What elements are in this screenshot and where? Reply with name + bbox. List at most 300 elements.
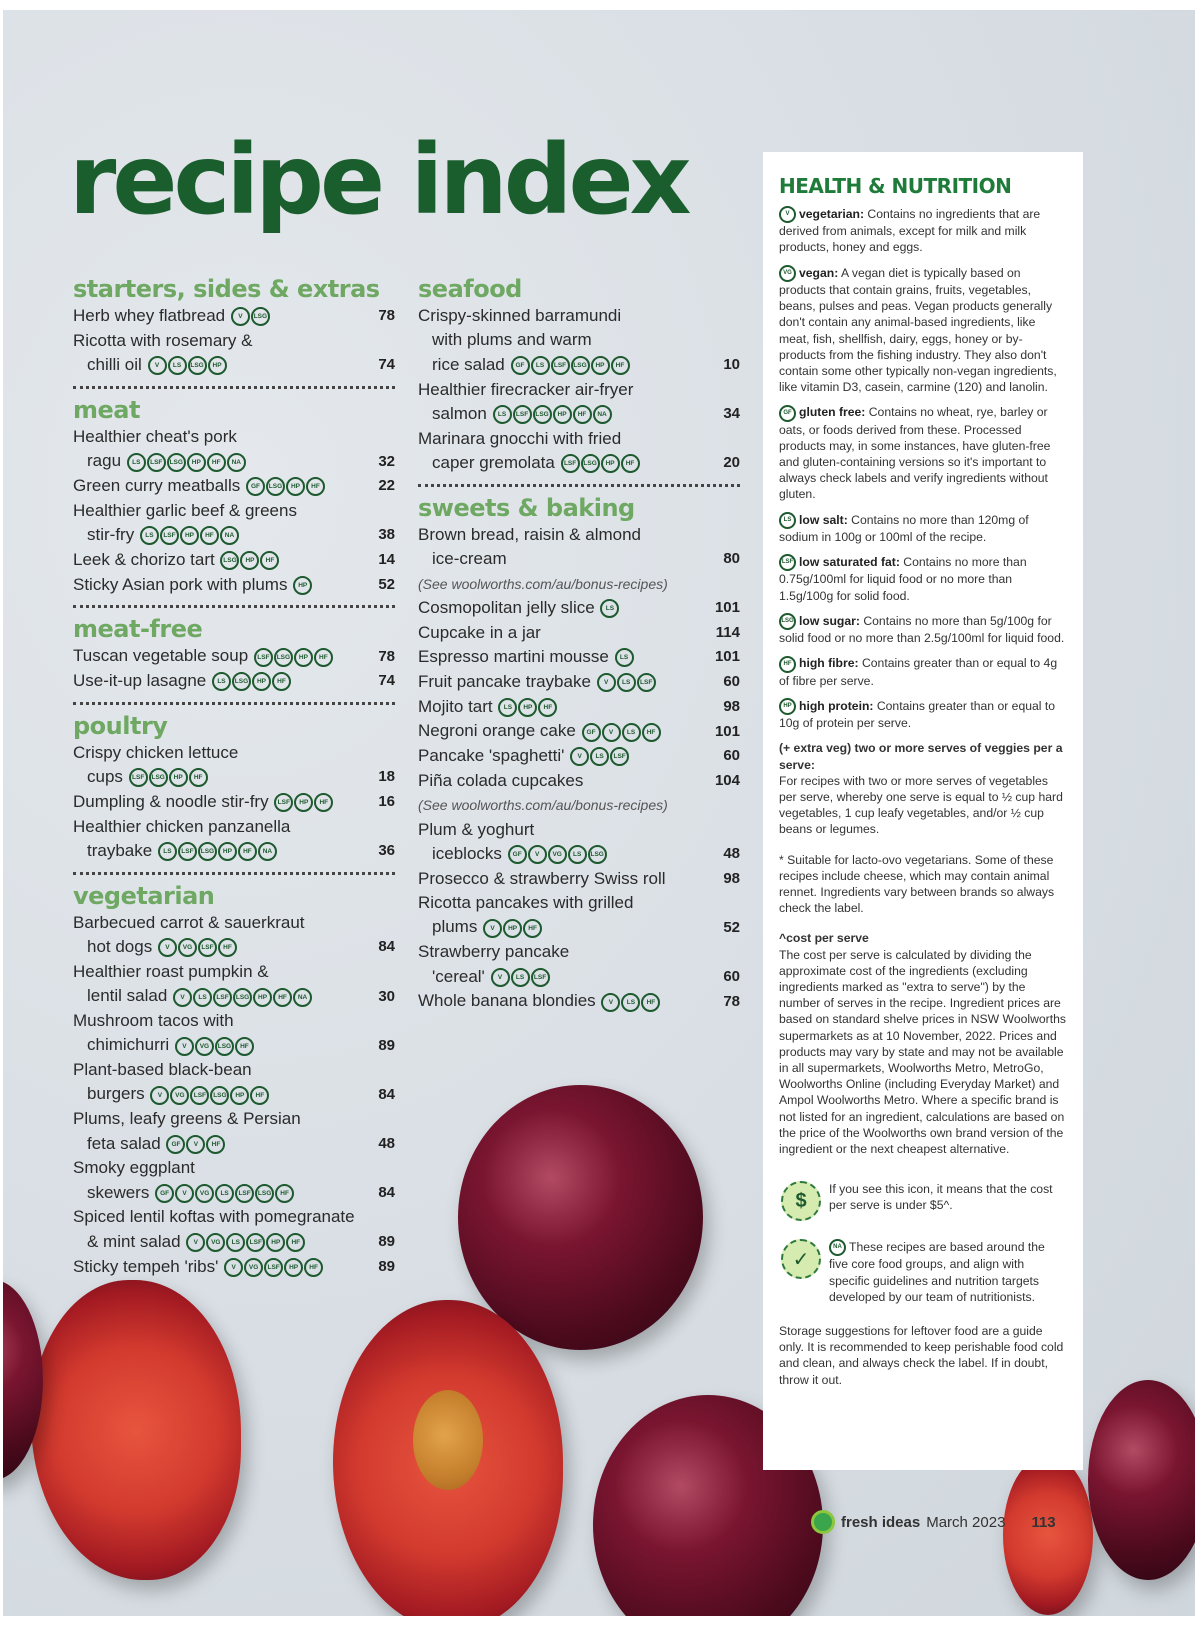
- recipe-entry[interactable]: [73, 815, 395, 864]
- page-number: 101: [714, 722, 740, 740]
- nutritionist-approved-icon: NA: [258, 842, 277, 861]
- recipe-name: Whole banana blondies: [418, 991, 596, 1011]
- recipe-name-cont: burgers: [87, 1084, 145, 1104]
- high-protein-icon: HP: [601, 454, 620, 473]
- page-number: 30: [378, 987, 395, 1005]
- vegan-icon: VG: [244, 1258, 263, 1277]
- recipe-name-cont: caper gremolata: [432, 453, 555, 473]
- recipe-name-cont: with plums and warm: [432, 330, 592, 350]
- low-sugar-icon: LSG: [274, 648, 293, 667]
- recipe-entry[interactable]: [418, 304, 740, 378]
- recipe-entry[interactable]: [418, 769, 740, 793]
- high-fibre-icon: HF: [304, 1258, 323, 1277]
- definition-vegan: [779, 265, 1067, 396]
- recipe-name: Strawberry pancake: [418, 942, 570, 962]
- page-number-footer: 113: [1031, 1513, 1056, 1531]
- low-sugar-icon: LSG: [571, 356, 590, 375]
- recipe-name-cont: salmon: [432, 403, 487, 423]
- page-number: 104: [714, 771, 740, 789]
- recipe-name: Fruit pancake traybake: [418, 671, 591, 691]
- high-protein-icon: HP: [240, 551, 259, 570]
- diet-badges: [126, 450, 246, 474]
- recipe-name: Barbecued carrot & sauerkraut: [73, 912, 305, 932]
- section-heading: seafood: [418, 275, 522, 303]
- high-fibre-icon: HF: [250, 1086, 269, 1105]
- vegan-icon: VG: [170, 1086, 189, 1105]
- definition-text: Contains greater than or equal to 10g of protein per serve.: [779, 698, 1056, 731]
- recipe-entry[interactable]: [73, 1156, 395, 1205]
- storage-note: Storage suggestions for leftover food are a guide only. It is recommended to keep perishable food cold and clean, and always check the label. If in doubt, throw it out.: [779, 1324, 1064, 1387]
- recipe-entry[interactable]: [73, 741, 395, 790]
- diet-badges: [596, 670, 656, 694]
- page-number: 78: [723, 992, 740, 1010]
- recipe-name: Espresso martini mousse: [418, 647, 609, 667]
- recipe-entry[interactable]: [73, 790, 395, 815]
- vegetarian-icon: V: [150, 1086, 169, 1105]
- definition-term: gluten free:: [799, 405, 866, 420]
- vegetarian-icon: V: [602, 723, 621, 742]
- low-salt-icon: LS: [590, 747, 609, 766]
- section-seafood: [418, 274, 740, 476]
- recipe-entry[interactable]: [418, 818, 740, 867]
- high-fibre-icon: HF: [260, 551, 279, 570]
- diet-badges: [599, 596, 619, 620]
- recipe-name: Mojito tart: [418, 696, 493, 716]
- recipe-entry[interactable]: [418, 867, 740, 891]
- recipe-entry[interactable]: [73, 573, 395, 598]
- low-sugar-icon: LSG: [149, 768, 168, 787]
- high-fibre-icon: HF: [573, 405, 592, 424]
- panel-heading: HEALTH & NUTRITION: [779, 174, 1012, 198]
- page-number: 16: [378, 793, 395, 811]
- high-protein-icon: HP: [218, 842, 237, 861]
- recipe-name-cont: feta salad: [87, 1133, 161, 1153]
- low-salt-icon: LS: [493, 405, 512, 424]
- page-number: 84: [378, 1184, 395, 1201]
- recipe-entry[interactable]: [418, 989, 740, 1014]
- high-protein-icon: HP: [518, 698, 537, 717]
- health-nutrition-panel: [763, 152, 1083, 1470]
- nutritionist-approved-icon: NA: [829, 1239, 846, 1256]
- diet-badges: [581, 720, 661, 744]
- vegan-icon: VG: [548, 845, 567, 864]
- high-fibre-icon: HF: [314, 648, 333, 667]
- dotted-divider: [73, 386, 395, 389]
- low-saturated-fat-icon: LSF: [235, 1184, 254, 1203]
- magazine-page: [3, 10, 1195, 1616]
- low-saturated-fat-icon: LSF: [190, 1086, 209, 1105]
- recipe-name: Healthier roast pumpkin &: [73, 961, 269, 981]
- recipe-name: Healthier cheat's pork: [73, 426, 237, 446]
- page-number: 89: [378, 1036, 395, 1054]
- recipe-name: Healthier firecracker air-fryer: [418, 379, 634, 399]
- high-protein-icon: HP: [293, 576, 312, 595]
- low-salt-icon: LS: [226, 1233, 245, 1252]
- recipe-name-cont: skewers: [87, 1182, 150, 1202]
- page-number: 84: [378, 938, 395, 956]
- high-fibre-icon: HF: [523, 919, 542, 938]
- high-protein-icon: HP: [779, 698, 796, 715]
- diet-badges: [219, 548, 279, 572]
- recipe-name-cont: ice-cream: [432, 549, 507, 569]
- low-saturated-fat-icon: LSF: [779, 554, 796, 571]
- diet-badges: [147, 353, 227, 377]
- cost-text: The cost per serve is calculated by dividing the approximate cost of the ingredients (excluding ingredients marked as "extra to serve") by the number of serves in the recipe. Ingredient prices are based on standard shelve prices in NSW Woolworths supermarkets as at 10 November, 2022. Prices and products may vary by state and may not be available in all supermarkets, Woolworths Metro, MetroGo, Woolworths Online (including Everyday Market) and Ampol Woolworths Metro. Where a specific brand is not listed for an ingredient, calculations are based on the price of the Woolworths own brand version of the ingredient or the next cheapest alternative.: [779, 947, 1066, 1156]
- diet-badges: [497, 695, 557, 719]
- page-number: 84: [378, 1085, 395, 1103]
- recipe-name: Ricotta pancakes with grilled: [418, 893, 634, 913]
- page-number: 48: [723, 845, 740, 863]
- high-fibre-icon: HF: [779, 656, 796, 673]
- cost-heading: ^cost per serve: [779, 931, 869, 946]
- page-number: 52: [378, 575, 395, 593]
- plum-image-center: [458, 1085, 703, 1350]
- recipe-entry[interactable]: [418, 719, 740, 744]
- page-number: 34: [723, 405, 740, 423]
- low-salt-icon: LS: [531, 356, 550, 375]
- recipe-name-cont: lentil salad: [87, 986, 168, 1006]
- diet-badges: [172, 985, 312, 1009]
- recipe-name-cont: rice salad: [432, 354, 505, 374]
- recipe-name: Tuscan vegetable soup: [73, 646, 249, 666]
- low-sugar-icon: LSG: [232, 672, 251, 691]
- nutrition-text: These recipes are based around the five core food groups, and align with specific guidelines and nutrition targets developed by our team of nutritionists.: [829, 1240, 1045, 1304]
- definition-gluten-free: [779, 404, 1067, 502]
- recipe-name: Green curry meatballs: [73, 475, 241, 495]
- definition-term: low salt:: [799, 512, 848, 527]
- low-saturated-fat-icon: LSF: [254, 648, 273, 667]
- section-poultry: [73, 711, 395, 864]
- page-footer: [811, 1510, 1056, 1534]
- low-sugar-icon: LSG: [779, 613, 796, 630]
- high-fibre-icon: HF: [621, 454, 640, 473]
- recipe-entry[interactable]: [418, 891, 740, 940]
- recipe-name-cont: iceblocks: [432, 843, 502, 863]
- recipe-entry[interactable]: [73, 474, 395, 499]
- vegan-icon: VG: [206, 1233, 225, 1252]
- recipe-name: Healthier garlic beef & greens: [73, 500, 297, 520]
- gluten-free-icon: GF: [779, 405, 796, 422]
- page-number: 101: [714, 599, 740, 617]
- diet-badges: [157, 839, 277, 863]
- low-sugar-icon: LSG: [251, 307, 270, 326]
- low-saturated-fat-icon: LSF: [129, 768, 148, 787]
- recipe-entry[interactable]: [73, 1107, 395, 1156]
- low-sugar-icon: LSG: [581, 454, 600, 473]
- section-sweets: [418, 493, 740, 1014]
- high-protein-icon: HP: [591, 356, 610, 375]
- definition-text: Contains greater than or equal to 4g of fibre per serve.: [779, 656, 1058, 688]
- dotted-divider: [73, 605, 395, 608]
- recipe-name-cont: plums: [432, 917, 478, 937]
- high-fibre-icon: HF: [207, 453, 226, 472]
- diet-badges: [492, 402, 612, 426]
- section-heading: vegetarian: [73, 881, 215, 910]
- recipe-entry[interactable]: [73, 304, 395, 329]
- vegetarian-icon: V: [186, 1135, 205, 1154]
- recipe-entry[interactable]: [73, 669, 395, 694]
- high-fibre-icon: HF: [275, 1184, 294, 1203]
- gluten-free-icon: GF: [166, 1135, 185, 1154]
- diet-badges: [600, 990, 660, 1014]
- diet-badges: [154, 1181, 294, 1205]
- definition-vegetarian: [779, 206, 1067, 256]
- recipe-name: Cosmopolitan jelly slice: [418, 598, 595, 617]
- low-sugar-icon: LSG: [533, 405, 552, 424]
- page-number: 52: [723, 918, 740, 936]
- recipe-name: Dumpling & noodle stir-fry: [73, 791, 269, 811]
- section-starters: [73, 274, 395, 378]
- high-fibre-icon: HF: [286, 1233, 305, 1252]
- diet-badges: [128, 765, 208, 789]
- low-saturated-fat-icon: LSF: [531, 968, 550, 987]
- high-protein-icon: HP: [230, 1086, 249, 1105]
- gluten-free-icon: GF: [582, 723, 601, 742]
- diet-badges: [223, 1255, 323, 1279]
- recipe-entry[interactable]: [418, 427, 740, 476]
- index-column-middle: [418, 272, 740, 1014]
- vegetarian-icon: V: [570, 747, 589, 766]
- low-saturated-fat-icon: LSF: [264, 1258, 283, 1277]
- plum-half-left: [31, 1280, 241, 1580]
- bonus-recipes-link[interactable]: (See woolworths.com/au/bonus-recipes): [418, 575, 668, 592]
- issue-date: March 2023: [926, 1513, 1006, 1531]
- diet-badges: [149, 1083, 269, 1107]
- low-salt-icon: LS: [779, 512, 796, 529]
- low-salt-icon: LS: [617, 673, 636, 692]
- page-number: 78: [378, 647, 395, 665]
- gluten-free-icon: GF: [508, 845, 527, 864]
- section-meat: [73, 395, 395, 597]
- nutritionist-approved-icon: NA: [220, 526, 239, 545]
- recipe-name: Pancake 'spaghetti': [418, 746, 565, 765]
- cost-per-serve-note: [779, 930, 1067, 1157]
- recipe-name: Crispy-skinned barramundi: [418, 306, 622, 325]
- page-number: 101: [714, 648, 740, 666]
- high-fibre-icon: HF: [641, 993, 660, 1012]
- definition-high-protein: [779, 698, 1067, 731]
- vegetarian-icon: V: [231, 307, 250, 326]
- dotted-divider: [73, 702, 395, 705]
- recipe-entry[interactable]: [418, 621, 740, 645]
- vegetarian-icon: V: [175, 1037, 194, 1056]
- low-saturated-fat-icon: LSF: [513, 405, 532, 424]
- woolworths-logo-icon: [811, 1510, 835, 1534]
- gluten-free-icon: GF: [155, 1184, 174, 1203]
- plum-pit: [413, 1390, 483, 1490]
- high-protein-icon: HP: [284, 1258, 303, 1277]
- low-sugar-icon: LSG: [255, 1184, 274, 1203]
- high-fibre-icon: HF: [306, 477, 325, 496]
- recipe-entry[interactable]: [73, 329, 395, 378]
- diet-badges: [490, 965, 550, 989]
- definition-low-sugar: [779, 613, 1067, 646]
- low-salt-icon: LS: [193, 988, 212, 1007]
- high-fibre-icon: HF: [189, 768, 208, 787]
- dotted-divider: [73, 872, 395, 875]
- definition-term: low saturated fat:: [799, 555, 900, 570]
- vegetarian-icon: V: [491, 968, 510, 987]
- vegetarian-icon: V: [528, 845, 547, 864]
- recipe-name-cont: stir-fry: [87, 525, 135, 545]
- recipe-entry[interactable]: [418, 940, 740, 989]
- recipe-name: Prosecco & strawberry Swiss roll: [418, 868, 666, 888]
- page-number: 74: [378, 356, 395, 374]
- page-number: 98: [723, 869, 740, 887]
- vegetarian-icon: V: [483, 919, 502, 938]
- recipe-name: Sticky tempeh 'ribs': [73, 1256, 219, 1276]
- recipe-name: Crispy chicken lettuce: [73, 742, 239, 762]
- page-number: 48: [378, 1134, 395, 1152]
- definition-text: Contains no more than 0.75g/100ml for liquid food or no more than 1.5g/100g for solid food.: [779, 555, 1027, 603]
- recipe-name: Smoky eggplant: [73, 1158, 195, 1178]
- high-protein-icon: HP: [187, 453, 206, 472]
- recipe-name: Spiced lentil koftas with pomegranate: [73, 1207, 355, 1227]
- nutritionist-approved-icon: NA: [227, 453, 246, 472]
- page-number: 114: [715, 623, 740, 641]
- gluten-free-icon: GF: [246, 477, 265, 496]
- recipe-entry[interactable]: [418, 744, 740, 769]
- vegan-icon: VG: [779, 265, 796, 282]
- recipe-entry[interactable]: [418, 670, 740, 695]
- lacto-ovo-note: * Suitable for lacto-ovo vegetarians. Some of these recipes include cheese, which may contain animal rennet. Ingredients vary between brands so always check the label.: [779, 852, 1055, 916]
- recipe-entry[interactable]: [73, 548, 395, 573]
- page-title: recipe index: [69, 124, 688, 236]
- high-protein-icon: HP: [553, 405, 572, 424]
- definition-term: high protein:: [799, 698, 874, 713]
- page-number: 32: [378, 452, 395, 470]
- low-sugar-icon: LSG: [188, 356, 207, 375]
- recipe-name: Herb whey flatbread: [73, 306, 226, 325]
- page-number: 60: [723, 673, 740, 691]
- recipe-entry[interactable]: [418, 378, 740, 427]
- recipe-name: Sticky Asian pork with plums: [73, 574, 288, 594]
- recipe-name: Brown bread, raisin & almond: [418, 524, 642, 544]
- recipe-name: Plums, leafy greens & Persian: [73, 1109, 301, 1129]
- recipe-entry[interactable]: [73, 425, 395, 474]
- recipe-name: Piña colada cupcakes: [418, 770, 584, 790]
- high-fibre-icon: HF: [314, 793, 333, 812]
- page-number: 14: [378, 551, 395, 569]
- recipe-entry[interactable]: [73, 960, 395, 1009]
- recipe-name-cont: & mint salad: [87, 1231, 181, 1251]
- extra-veg-heading: (+ extra veg) two or more serves of veggies per a serve:: [779, 741, 1063, 772]
- low-saturated-fat-icon: LSF: [610, 747, 629, 766]
- recipe-entry[interactable]: [418, 645, 740, 670]
- recipe-name: Plum & yoghurt: [418, 819, 535, 839]
- recipe-entry[interactable]: [73, 1205, 395, 1254]
- page-number: 60: [723, 967, 740, 985]
- recipe-entry[interactable]: [73, 1009, 395, 1058]
- recipe-entry[interactable]: [73, 499, 395, 548]
- section-meat-free: [73, 614, 395, 693]
- high-fibre-icon: HF: [206, 1135, 225, 1154]
- extra-veg-note: [779, 740, 1067, 837]
- low-sugar-icon: LSG: [198, 842, 217, 861]
- recipe-entry[interactable]: [73, 644, 395, 669]
- recipe-entry[interactable]: [418, 596, 740, 621]
- recipe-name: Mushroom tacos with: [73, 1010, 234, 1030]
- vegetarian-icon: V: [173, 988, 192, 1007]
- recipe-name-cont: chilli oil: [87, 355, 142, 375]
- vegetarian-icon: V: [597, 673, 616, 692]
- low-sugar-icon: LSG: [215, 1037, 234, 1056]
- recipe-name: Plant-based black-bean: [73, 1060, 252, 1080]
- vegetarian-icon: V: [175, 1184, 194, 1203]
- recipe-name: Ricotta with rosemary &: [73, 330, 253, 350]
- recipe-entry[interactable]: [418, 523, 740, 572]
- high-fibre-icon: HF: [200, 526, 219, 545]
- vegetarian-icon: V: [158, 938, 177, 957]
- page-number: 78: [378, 307, 395, 325]
- definition-text: Contains no wheat, rye, barley or oats, or foods derived from these. Processed products may, in some instances, have gluten-free and gluten-containing versions so it's important to always check labels and verify ingredients without gluten.: [779, 405, 1051, 502]
- nutritionist-approved-check-icon: ✓: [781, 1239, 821, 1279]
- definition-low-salt: [779, 512, 1067, 545]
- high-protein-icon: HP: [503, 919, 522, 938]
- recipe-entry[interactable]: [73, 1058, 395, 1107]
- high-protein-icon: HP: [169, 768, 188, 787]
- low-salt-icon: LS: [568, 845, 587, 864]
- low-sugar-icon: LSG: [588, 845, 607, 864]
- low-saturated-fat-icon: LSF: [274, 793, 293, 812]
- diet-badges: [273, 790, 333, 814]
- high-protein-icon: HP: [208, 356, 227, 375]
- recipe-name-cont: 'cereal': [432, 966, 485, 986]
- recipe-entry[interactable]: [73, 1255, 395, 1280]
- definition-high-fibre: [779, 655, 1067, 688]
- budget-dollar-icon: $: [781, 1181, 821, 1221]
- page-number: 74: [378, 672, 395, 690]
- low-salt-icon: LS: [127, 453, 146, 472]
- diet-badges: [569, 744, 629, 768]
- page-number: 38: [378, 526, 395, 544]
- low-saturated-fat-icon: LSF: [551, 356, 570, 375]
- page-number: 60: [723, 747, 740, 765]
- page-number: 10: [723, 356, 740, 374]
- nutritionist-approved-icon: NA: [293, 988, 312, 1007]
- high-fibre-icon: HF: [273, 988, 292, 1007]
- recipe-entry[interactable]: [418, 695, 740, 720]
- nutrition-icon-legend: [779, 1239, 1067, 1305]
- plum-image-edge-right: [1088, 1380, 1195, 1580]
- nutritionist-approved-icon: NA: [593, 405, 612, 424]
- plum-half-right: [1003, 1455, 1093, 1615]
- low-salt-icon: LS: [621, 993, 640, 1012]
- low-sugar-icon: LSG: [266, 477, 285, 496]
- recipe-name: Negroni orange cake: [418, 721, 576, 741]
- low-salt-icon: LS: [600, 599, 619, 618]
- section-heading: poultry: [73, 711, 168, 740]
- section-heading: starters, sides & extras: [73, 275, 380, 303]
- diet-badges: [482, 916, 542, 940]
- nutrition-icon-text: [829, 1239, 1067, 1305]
- extra-veg-text: For recipes with two or more serves of vegetables per serve, whereby one serve is equal to ½ cup hard vegetables, 1 cup leafy vegetables, and/or ½ cup beans or legumes.: [779, 773, 1063, 837]
- dotted-divider: [418, 484, 740, 487]
- definition-text: A vegan diet is typically based on products that contain grains, fruits, vegetables, beans, pulses and peas. Vegan products generally don't contain any animal-based ingredients, like meat, fish, shellfish, dairy, eggs, honey or by-products from the fishing industry. They also don't contain some other typically non-vegan ingredients, like vitamin D3, casein, carmine (120) and lanolin.: [779, 265, 1057, 395]
- bonus-recipes-link[interactable]: (See woolworths.com/au/bonus-recipes): [418, 797, 668, 814]
- recipe-name: Leek & chorizo tart: [73, 549, 215, 569]
- low-saturated-fat-icon: LSF: [147, 453, 166, 472]
- diet-badges: [230, 304, 270, 328]
- diet-badges: [560, 451, 640, 475]
- definition-low-saturated-fat: [779, 554, 1067, 604]
- diet-badges: [507, 842, 607, 866]
- diet-badges: [510, 353, 630, 377]
- diet-badges: [165, 1132, 225, 1156]
- low-saturated-fat-icon: LSF: [561, 454, 580, 473]
- recipe-entry[interactable]: [73, 911, 395, 960]
- low-salt-icon: LS: [168, 356, 187, 375]
